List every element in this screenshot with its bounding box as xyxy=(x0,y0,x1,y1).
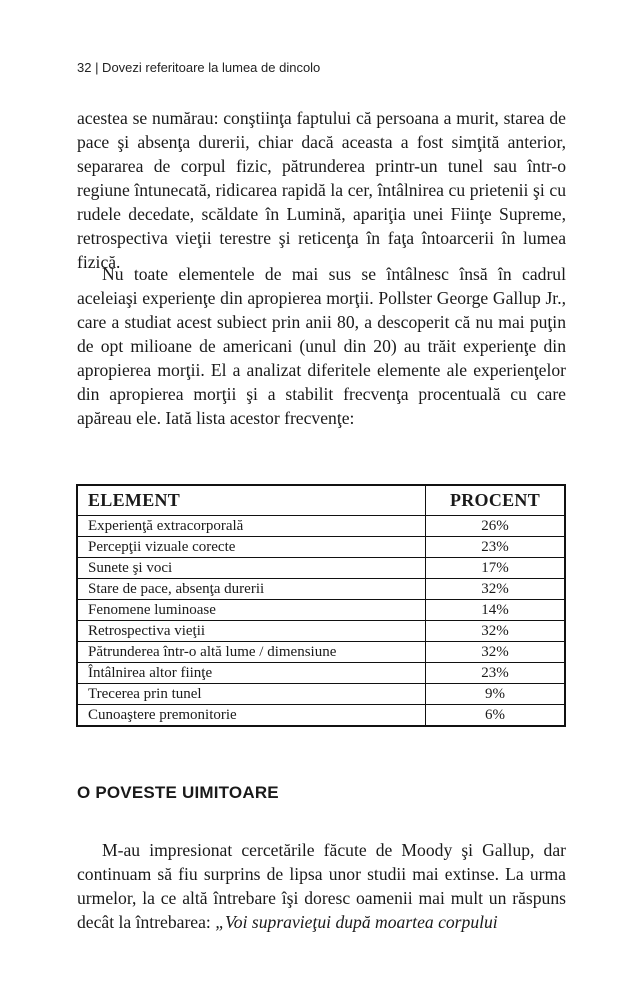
table-row xyxy=(77,558,565,579)
element-cell: Întâlnirea altor fiinţe xyxy=(77,663,426,684)
element-cell: Sunete şi voci xyxy=(77,558,426,579)
element-cell: Percepţii vizuale corecte xyxy=(77,537,426,558)
percent-cell: 32% xyxy=(426,642,566,663)
table-row xyxy=(77,579,565,600)
table-row xyxy=(77,642,565,663)
percent-cell: 32% xyxy=(426,621,566,642)
column-header-element: ELEMENT xyxy=(77,485,426,516)
table-header-row xyxy=(77,485,565,516)
paragraph-3 xyxy=(77,838,566,934)
table-row xyxy=(77,663,565,684)
paragraph-3-text: M-au impresionat cercetările făcute de Moody şi Gallup, dar continuam să fiu surprins de lipsa unor studii mai extinse. La urma urmelor, la ce altă întrebare îşi doresc oamenii mai mult un răspuns decât la întrebarea: xyxy=(77,840,566,932)
table-row xyxy=(77,537,565,558)
frequency-table xyxy=(76,484,566,727)
percent-cell: 26% xyxy=(426,516,566,537)
element-cell: Experienţă extracorporală xyxy=(77,516,426,537)
table-row xyxy=(77,516,565,537)
percent-cell: 9% xyxy=(426,684,566,705)
element-cell: Fenomene luminoase xyxy=(77,600,426,621)
element-cell: Pătrunderea într-o altă lume / dimensiune xyxy=(77,642,426,663)
element-cell: Stare de pace, absenţa durerii xyxy=(77,579,426,600)
percent-cell: 17% xyxy=(426,558,566,579)
element-cell: Trecerea prin tunel xyxy=(77,684,426,705)
percent-cell: 6% xyxy=(426,705,566,727)
percent-cell: 32% xyxy=(426,579,566,600)
column-header-percent: PROCENT xyxy=(426,485,566,516)
running-head: 32 | Dovezi referitoare la lumea de dincolo xyxy=(77,60,321,75)
paragraph-2: Nu toate elementele de mai sus se întâlnesc însă în cadrul aceleiaşi experienţe din apropierea morţii. Pollster George Gallup Jr., care a studiat acest subiect prin anii 80, a descoperit că nu mai puţin de opt milioane de americani (unul din 20) au trăit experienţe din apropierea morţii. El a analizat diferitele elemente ale experienţelor din apropierea morţii şi a stabilit frecvenţa procentuală cu care apăreau ele. Iată lista acestor frecvenţe: xyxy=(77,264,566,428)
section-heading: O POVESTE UIMITOARE xyxy=(77,783,279,802)
element-cell: Cunoaştere premonitorie xyxy=(77,705,426,727)
element-cell: Retrospectiva vieţii xyxy=(77,621,426,642)
table-row xyxy=(77,705,565,727)
percent-cell: 23% xyxy=(426,663,566,684)
paragraph-3-italic-quote: „Voi supravieţui după moartea corpului xyxy=(215,912,498,932)
paragraph-1: acestea se numărau: conştiinţa faptului că persoana a murit, starea de pace şi absenţa durerii, chiar dacă aceasta a fost simţită anterior, separarea de corpul fizic, pătrunderea printr-un tunel sau într-o regiune întunecată, ridicarea rapidă la cer, întâlnirea cu prietenii şi cu rudele decedate, scăldate în Lumină, apariţia unei Fiinţe Supreme, retrospectiva vieţii terestre şi reticenţa în faţa întoarcerii în lumea fizică. xyxy=(77,108,566,272)
table-row xyxy=(77,621,565,642)
percent-cell: 14% xyxy=(426,600,566,621)
table-row xyxy=(77,684,565,705)
table-row xyxy=(77,600,565,621)
percent-cell: 23% xyxy=(426,537,566,558)
